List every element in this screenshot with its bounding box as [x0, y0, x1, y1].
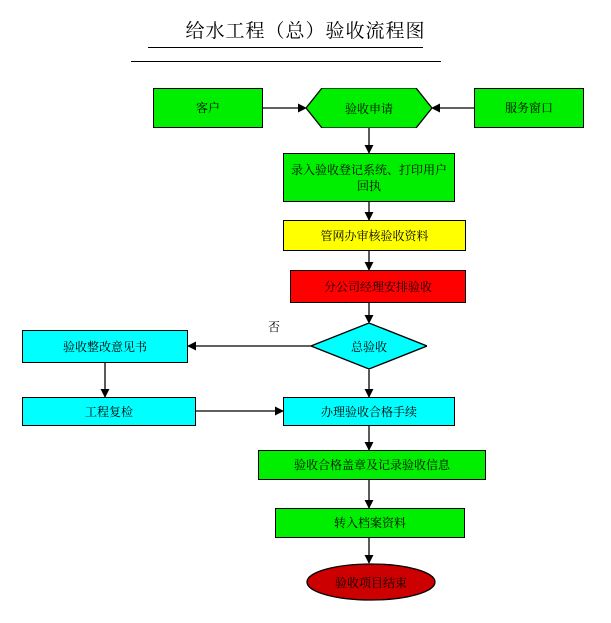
node-branch-manager-arrange-label: 分公司经理安排验收 — [323, 279, 432, 294]
node-transfer-archive-label: 转入档案资料 — [333, 516, 406, 530]
node-end-label: 验收项目结束 — [334, 575, 407, 590]
node-customer[interactable] — [153, 88, 263, 128]
node-final-acceptance-label: 总验收 — [350, 339, 387, 354]
node-stamp-and-record-label: 验收合格盖章及记录验收信息 — [293, 458, 450, 472]
node-service-window[interactable] — [474, 88, 584, 128]
node-transfer-archive[interactable] — [275, 508, 465, 538]
node-register-system-label: 录入验收登记系统、打印用户回执 — [290, 162, 447, 193]
node-register-system[interactable] — [283, 153, 455, 202]
node-acceptance-application[interactable] — [306, 88, 432, 128]
node-customer-label: 客户 — [195, 101, 220, 115]
title-underline-bottom — [131, 61, 441, 62]
node-final-acceptance[interactable] — [311, 323, 427, 369]
node-project-recheck[interactable] — [22, 397, 196, 426]
edge-label-no: 否 — [268, 320, 281, 334]
node-service-window-label: 服务窗口 — [504, 101, 553, 115]
node-pipe-office-review[interactable] — [283, 220, 466, 251]
title-underline-top — [148, 47, 423, 48]
node-end[interactable] — [306, 563, 436, 601]
node-acceptance-application-label: 验收申请 — [344, 101, 393, 116]
node-rectification-notice-label: 验收整改意见书 — [62, 339, 147, 354]
node-rectification-notice[interactable] — [22, 330, 188, 363]
page-title: 给水工程（总）验收流程图 — [185, 21, 426, 42]
node-qualified-procedures[interactable] — [283, 397, 455, 426]
node-pipe-office-review-label: 管网办审核验收资料 — [320, 228, 429, 243]
node-project-recheck-label: 工程复检 — [84, 404, 133, 419]
node-stamp-and-record[interactable] — [258, 450, 486, 480]
node-branch-manager-arrange[interactable] — [290, 270, 466, 303]
node-qualified-procedures-label: 办理验收合格手续 — [320, 404, 417, 419]
